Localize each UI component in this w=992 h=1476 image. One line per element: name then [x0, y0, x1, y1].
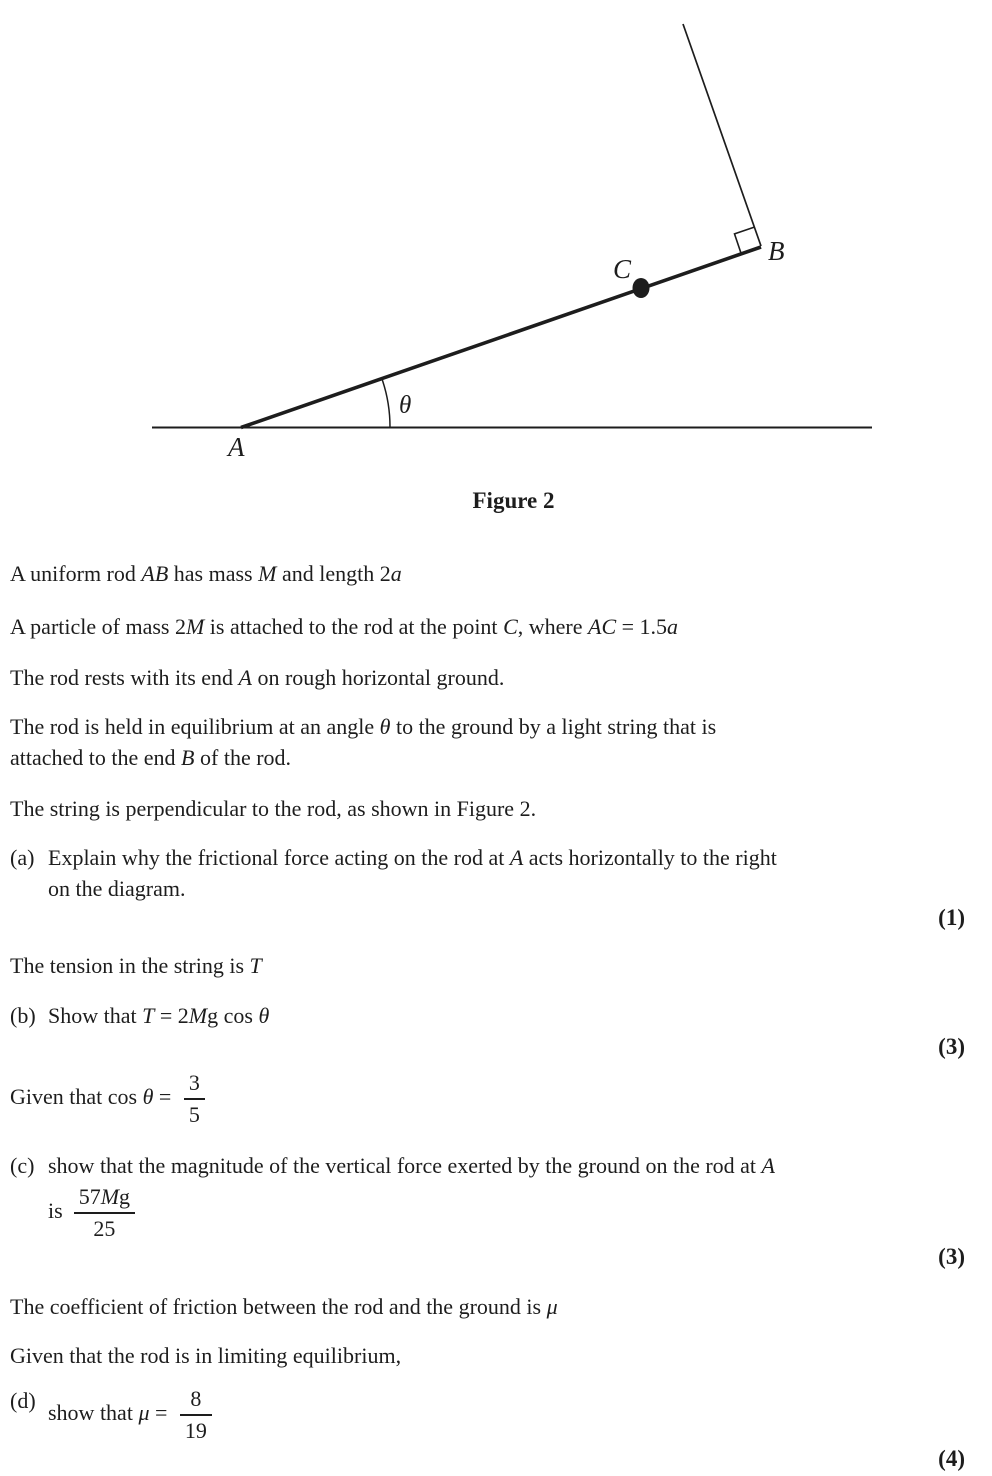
marks-c: (3) [938, 1244, 965, 1269]
paragraph-friction-coefficient: The coefficient of friction between the rod and the ground is μ [10, 1294, 558, 1319]
question-a [10, 842, 965, 904]
paragraph-rod-mass: A uniform rod AB has mass M and length 2a [10, 561, 402, 586]
marks-b: (3) [938, 1034, 965, 1059]
question-text-area [0, 487, 992, 1473]
label-C: C [613, 254, 632, 284]
question-c-line1: show that the magnitude of the vertical force exerted by the ground on the rod at A [48, 1153, 775, 1178]
paragraph-equilibrium [10, 711, 965, 773]
label-A: A [228, 432, 245, 462]
question-b-label: (b) [10, 1003, 36, 1028]
angle-arc [382, 379, 390, 428]
figure-caption: Figure 2 [472, 488, 555, 513]
paragraph-limiting-equilibrium: Given that the rod is in limiting equilibrium, [10, 1343, 402, 1368]
question-c-label: (c) [10, 1153, 35, 1178]
particle-C-dot [633, 278, 650, 298]
given-cos-line: Given that cos θ = $\frac{3}{5}$ [10, 1069, 965, 1129]
figure-2-diagram [0, 0, 992, 480]
question-d-body: show that μ = $\frac{8}{19}$ [48, 1385, 965, 1445]
paragraph-equilibrium-line1: The rod is held in equilibrium at an angle θ to the ground by a light string that is [10, 714, 717, 739]
question-b-body: Show that T = 2Mg cos θ [48, 1003, 270, 1028]
label-theta: θ [399, 392, 412, 419]
rod-AB [241, 247, 761, 428]
paragraph-string-perpendicular: The string is perpendicular to the rod, as shown in Figure 2. [10, 796, 537, 821]
question-d-label: (d) [10, 1388, 36, 1413]
label-B: B [768, 236, 785, 266]
fraction-8-over-19: $\frac{8}{19}$ [180, 1385, 212, 1445]
string-line [683, 24, 761, 246]
marks-d: (4) [938, 1446, 965, 1471]
paragraph-particle: A particle of mass 2M is attached to the rod at the point C, where AC = 1.5a [10, 614, 679, 639]
paragraph-equilibrium-line2: attached to the end B of the rod. [10, 745, 292, 770]
question-d [10, 1385, 965, 1445]
question-c [10, 1150, 965, 1243]
question-a-body: Explain why the frictional force acting on the rod at A acts horizontally to the right on the diagram. [48, 845, 777, 901]
fraction-57Mg-over-25: $\frac{57Mg}{25}$ [74, 1183, 135, 1243]
question-a-label: (a) [10, 845, 35, 870]
fraction-3-over-5: $\frac{3}{5}$ [184, 1069, 205, 1129]
paragraph-rod-rests: The rod rests with its end A on rough horizontal ground. [10, 665, 505, 690]
rod-string-diagram [0, 0, 992, 480]
question-c-line2: is $\frac{57Mg}{25}$ [48, 1183, 965, 1243]
question-b [10, 1000, 965, 1031]
paragraph-tension: The tension in the string is T [10, 953, 262, 978]
marks-a: (1) [938, 905, 965, 930]
question-c-body [48, 1150, 965, 1243]
